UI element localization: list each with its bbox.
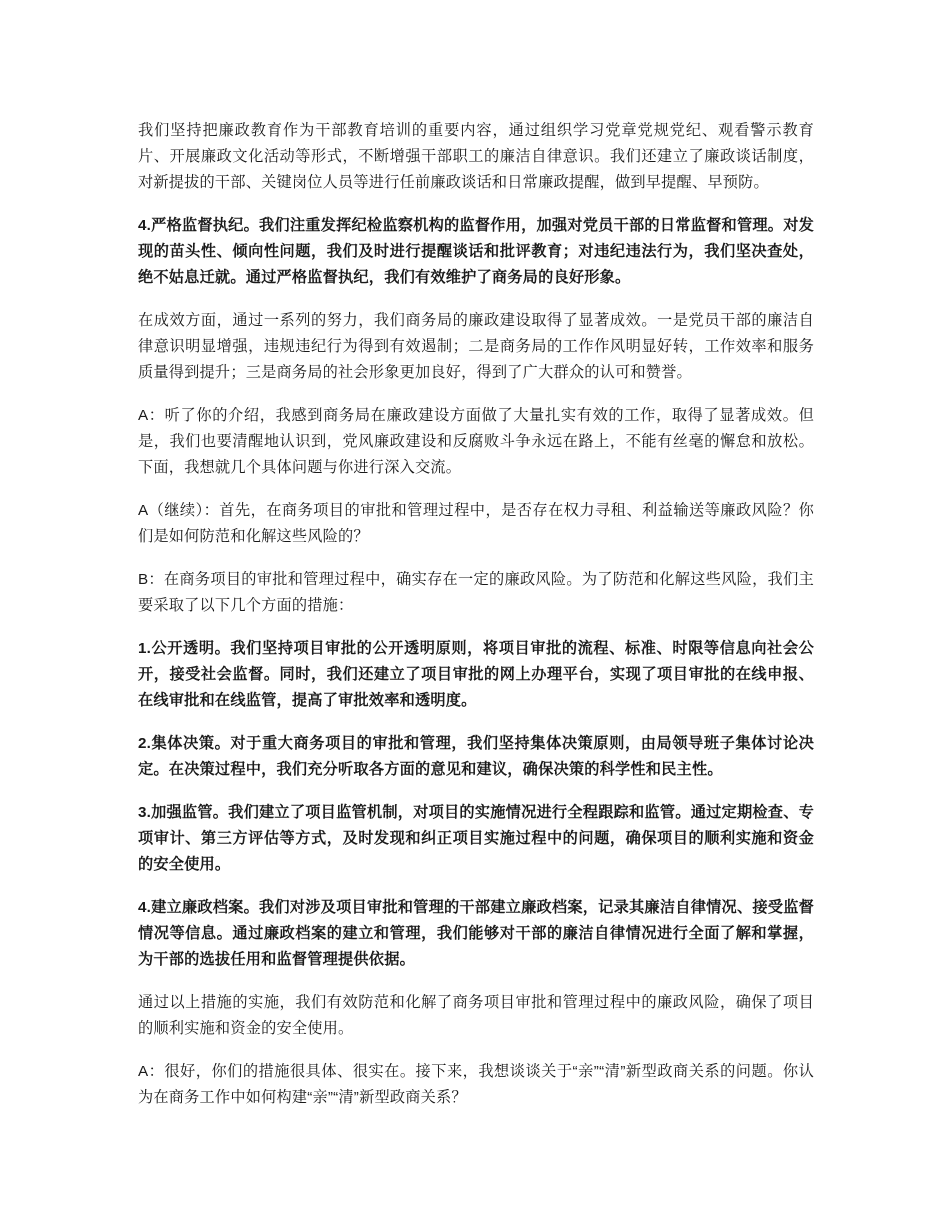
paragraph: 4.建立廉政档案。我们对涉及项目审批和管理的干部建立廉政档案，记录其廉洁自律情况、接受监督情况等信息。通过廉政档案的建立和管理，我们能够对干部的廉洁自律情况进行全面了解和掌握，为干部的选拔任用和监督管理提供依据。 (138, 899, 814, 968)
paragraph: 通过以上措施的实施，我们有效防范和化解了商务项目审批和管理过程中的廉政风险，确保了项目的顺利实施和资金的安全使用。 (138, 994, 814, 1037)
paragraph: A：听了你的介绍，我感到商务局在廉政建设方面做了大量扎实有效的工作，取得了显著成效。但是，我们也要清醒地认识到，党风廉政建设和反腐败斗争永远在路上，不能有丝毫的懈怠和放松。下面，我想就几个具体问题与你进行深入交流。 (138, 407, 814, 476)
paragraph: 2.集体决策。对于重大商务项目的审批和管理，我们坚持集体决策原则，由局领导班子集体讨论决定。在决策过程中，我们充分听取各方面的意见和建议，确保决策的科学性和民主性。 (138, 735, 814, 778)
document-body (138, 118, 814, 1111)
paragraph: 3.加强监管。我们建立了项目监管机制，对项目的实施情况进行全程跟踪和监管。通过定期检查、专项审计、第三方评估等方式，及时发现和纠正项目实施过程中的问题，确保项目的顺利实施和资金的安全使用。 (138, 804, 814, 873)
paragraph: A（继续）：首先，在商务项目的审批和管理过程中，是否存在权力寻租、利益输送等廉政风险？你们是如何防范和化解这些风险的？ (138, 502, 814, 545)
paragraph: 在成效方面，通过一系列的努力，我们商务局的廉政建设取得了显著成效。一是党员干部的廉洁自律意识明显增强，违规违纪行为得到有效遏制；二是商务局的工作作风明显好转，工作效率和服务质量得到提升；三是商务局的社会形象更加良好，得到了广大群众的认可和赞誉。 (138, 312, 814, 381)
paragraph: 我们坚持把廉政教育作为干部教育培训的重要内容，通过组织学习党章党规党纪、观看警示教育片、开展廉政文化活动等形式，不断增强干部职工的廉洁自律意识。我们还建立了廉政谈话制度，对新提拔的干部、关键岗位人员等进行任前廉政谈话和日常廉政提醒，做到早提醒、早预防。 (138, 122, 814, 191)
paragraph: 1.公开透明。我们坚持项目审批的公开透明原则，将项目审批的流程、标准、时限等信息向社会公开，接受社会监督。同时，我们还建立了项目审批的网上办理平台，实现了项目审批的在线申报、在线审批和在线监管，提高了审批效率和透明度。 (138, 640, 814, 709)
paragraph: 4.严格监督执纪。我们注重发挥纪检监察机构的监督作用，加强对党员干部的日常监督和管理。对发现的苗头性、倾向性问题，我们及时进行提醒谈话和批评教育；对违纪违法行为，我们坚决查处，绝不姑息迁就。通过严格监督执纪，我们有效维护了商务局的良好形象。 (138, 217, 814, 286)
paragraph: B：在商务项目的审批和管理过程中，确实存在一定的廉政风险。为了防范和化解这些风险，我们主要采取了以下几个方面的措施： (138, 571, 814, 614)
paragraph: A：很好，你们的措施很具体、很实在。接下来，我想谈谈关于“亲”“清”新型政商关系的问题。你认为在商务工作中如何构建“亲”“清”新型政商关系？ (138, 1063, 814, 1106)
